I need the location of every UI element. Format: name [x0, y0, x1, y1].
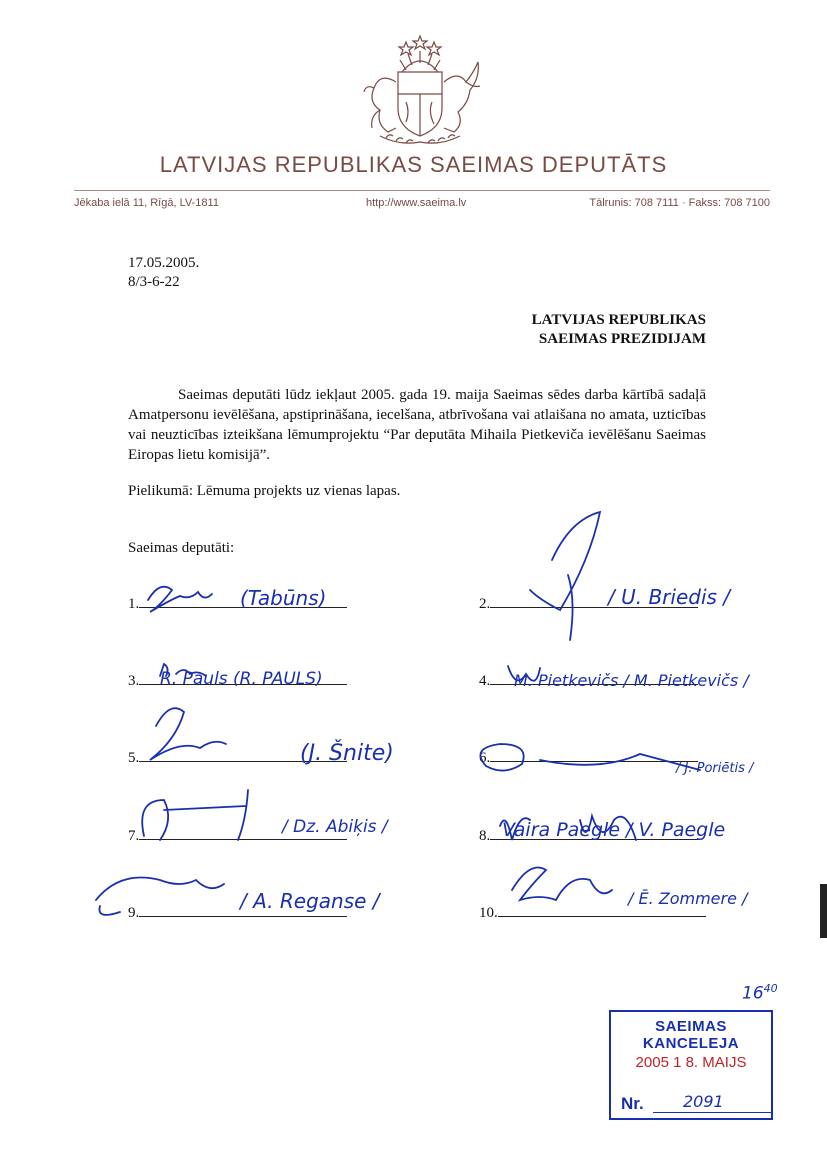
letterhead-website: http://www.saeima.lv: [366, 197, 467, 209]
signature-underline: [490, 760, 698, 762]
signature-number: 3.: [128, 673, 140, 689]
stamp-received-date: 2005 1 8. MAIJS: [635, 1054, 747, 1071]
signature-line-7: [128, 828, 347, 845]
received-time-minutes: 40: [763, 982, 778, 995]
letterhead-address: Jēkaba ielā 11, Rīgā, LV-1811: [74, 197, 219, 209]
signature-underline: [490, 606, 698, 608]
signature-number: 7.: [128, 828, 140, 844]
recipient-line-1: LATVIJAS REPUBLIKAS: [531, 312, 706, 328]
recipient: [532, 311, 706, 349]
signature-line-3: [128, 673, 347, 690]
signature-5-text: (J. Šnite): [300, 741, 394, 766]
signature-underline: [139, 760, 347, 762]
stamp-number-label: Nr.: [621, 1094, 644, 1113]
signature-8-text: Vaira Paegle / V. Paegle: [502, 819, 726, 841]
stamp-number-underline: [653, 1112, 771, 1113]
signature-line-10: [479, 905, 706, 922]
signature-4-text: M. Pietkevičs / M. Pietkevičs /: [514, 671, 749, 690]
signature-9-text: / A. Reganse /: [240, 889, 380, 913]
document-meta: [128, 254, 199, 292]
signature-underline: [490, 838, 698, 840]
signature-2-text: / U. Briedis /: [608, 585, 731, 609]
letterhead-divider: [74, 190, 770, 191]
signature-underline: [139, 915, 347, 917]
signature-line-1: [128, 596, 347, 613]
scan-edge-mark: [820, 884, 827, 938]
office-stamp: [609, 1010, 773, 1120]
signature-6-text: / J. Poriētis /: [676, 761, 754, 776]
signature-line-8: [479, 828, 698, 845]
signature-number: 8.: [479, 828, 491, 844]
attachment-note: Pielikumā: Lēmuma projekts uz vienas lapas.: [128, 483, 401, 499]
signature-10-text: / Ē. Zommere /: [628, 889, 748, 908]
document-reference: 8/3-6-22: [128, 274, 180, 290]
signature-line-9: [128, 905, 347, 922]
signature-1-text: (Tabūns): [240, 586, 327, 610]
recipient-line-2: SAEIMAS PREZIDIJAM: [538, 331, 706, 347]
latvia-coat-of-arms-icon: [350, 32, 490, 152]
signature-number: 10.: [479, 905, 498, 921]
signature-number: 9.: [128, 905, 140, 921]
signature-number: 1.: [128, 596, 140, 612]
signature-underline: [139, 606, 347, 608]
signature-number: 4.: [479, 673, 491, 689]
signature-number: 5.: [128, 750, 140, 766]
received-time-hours: 16: [742, 983, 764, 1004]
signature-underline: [139, 683, 347, 685]
signature-line-4: [479, 673, 698, 690]
signatures-heading: Saeimas deputāti:: [128, 540, 235, 556]
signature-underline: [139, 838, 347, 840]
signature-line-6: [479, 750, 698, 767]
signature-underline: [498, 915, 706, 917]
signature-number: 6.: [479, 750, 491, 766]
stamp-number-value: 2091: [683, 1092, 724, 1111]
signature-line-2: [479, 596, 698, 613]
signature-7-text: / Dz. Abiķis /: [282, 817, 388, 837]
signature-number: 2.: [479, 596, 491, 612]
body-paragraph: Saeimas deputāti lūdz iekļaut 2005. gada 19. maija Saeimas sēdes darba kārtībā sadaļā Amatpersonu ievēlēšana, apstiprināšana, iecelšana, atbrīvošana vai atlaišana no amata, uzticības vai neuzticības izteikšana lēmumprojektu “Par deputāta Mihaila Pietkeviča ievēlēšanu Saeimas Eiropas lietu komisijā”.: [128, 387, 706, 463]
stamp-office-name: SAEIMAS KANCELEJA: [642, 1018, 740, 1052]
document-date: 17.05.2005.: [128, 255, 200, 271]
received-time: [742, 982, 778, 1004]
signature-3-text: R. Pauls (R. PAULS): [160, 669, 323, 689]
letterhead-phone-fax: Tālrunis: 708 7111 · Fakss: 708 7100: [589, 197, 770, 209]
letterhead-title: LATVIJAS REPUBLIKAS SAEIMAS DEPUTĀTS: [159, 152, 668, 177]
signature-underline: [490, 683, 698, 685]
signature-line-5: [128, 750, 347, 767]
